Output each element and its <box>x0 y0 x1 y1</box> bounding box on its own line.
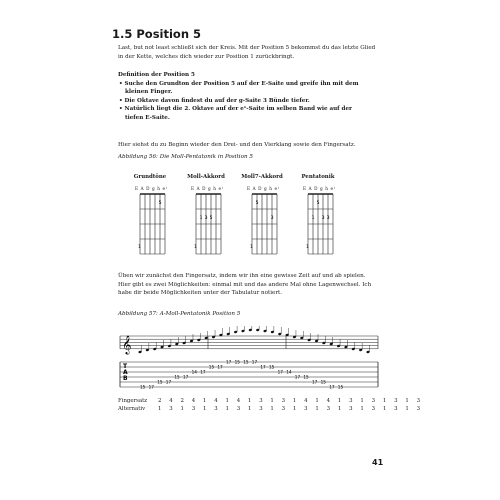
chord-title: Grundtöne <box>133 174 167 180</box>
finger-mark: 5 <box>255 200 259 206</box>
finger-mark: 1 <box>306 245 309 250</box>
tab-number: 17 <box>200 369 206 375</box>
string-labels: E A D g h e¹ <box>191 186 224 191</box>
tab-letter: B <box>123 375 128 382</box>
tab-number: 15 <box>140 384 146 390</box>
definition-bullet: • Die Oktave davon findest du auf der g-Saite 3 Bünde tiefer. <box>119 97 310 104</box>
tab-number: 17 <box>183 374 189 380</box>
tab-number: 15 <box>269 364 275 370</box>
tab-number: 14 <box>286 369 292 375</box>
alternative-row <box>118 406 423 412</box>
fingering-values: 2 4 2 4 1 4 1 4 1 3 1 3 1 4 1 4 1 3 1 3 1 3 1 3 <box>158 398 424 404</box>
fingering-row <box>118 398 423 404</box>
tab-number: 17 <box>312 379 318 385</box>
fretboard-diagram <box>194 192 224 258</box>
finger-mark: 3 <box>270 215 274 221</box>
section-heading: 1.5 Position 5 <box>112 27 202 41</box>
figure57-notation <box>116 326 382 398</box>
definition-bullet: • Suche den Grundton der Position 5 auf der E-Saite und greife ihn mit dem kleinen Finger. <box>119 80 359 96</box>
paragraph-tab <box>118 272 371 298</box>
tab-number: 15 <box>337 384 344 390</box>
finger-mark: 1 <box>250 245 253 250</box>
definition-bullet: • Natürlich liegt die 2. Oktave auf der e¹-Saite im selben Band wie auf der tiefen E-Saite. <box>119 106 352 121</box>
string-labels: E A D g h e¹ <box>303 186 336 191</box>
alternative-values: 1 3 1 3 1 3 1 3 1 3 1 3 1 3 1 3 1 3 1 3 1 3 1 3 <box>158 406 424 412</box>
finger-mark: 1 <box>138 245 141 250</box>
tab-number: 15 <box>243 359 249 365</box>
definition-title: Definition der Position 5 <box>118 72 195 78</box>
finger-mark: 3 <box>321 215 325 221</box>
finger-mark: 1 <box>311 215 315 221</box>
tab-number: 15 <box>174 374 180 380</box>
chord-title: Moll7-Akkord <box>241 174 283 180</box>
tab-number: 17 <box>277 369 283 375</box>
finger-mark: 5 <box>316 200 320 206</box>
tab-number: 17 <box>226 359 232 365</box>
tab-number: 17 <box>148 384 154 390</box>
string-labels: E A D g h e¹ <box>247 186 280 191</box>
tab-letter: T <box>123 363 128 370</box>
paragraph-line: Hier gibt es zwei Möglichkeiten: einmal mit und das andere Mal ohne Lagenwechsel. Ich <box>118 281 372 288</box>
paragraph-line: Üben wir zunächst den Fingersatz, indem wir ihn eine gewisse Zeit auf und ab spielen. <box>118 273 366 279</box>
tab-number: 17 <box>294 374 301 380</box>
figure56-diagrams <box>118 170 388 260</box>
fingering-label: Fingersatz <box>118 398 148 404</box>
paragraph-line: habe dir beide Möglichkeiten unter der Tabulatur notiert. <box>118 290 283 297</box>
tab-number: 17 <box>260 364 266 370</box>
alternative-label: Alternativ <box>118 406 146 412</box>
intro-line: Last, but not least schließt sich der Kreis. Mit der Position 5 bekommst du das letzte Glied <box>118 45 376 51</box>
tab-number: 15 <box>157 379 163 385</box>
fretboard-diagram <box>250 192 280 258</box>
finger-mark: 5 <box>209 215 213 221</box>
tab-number: 15 <box>320 379 326 385</box>
figure57-caption: Abbildung 57: A-Moll-Pentatonik Position 5 <box>118 311 241 317</box>
tab-letter: A <box>123 369 128 376</box>
chord-title: Pentatonik <box>301 174 335 180</box>
finger-mark: 1 <box>199 215 203 221</box>
intro-line: in der Kette, welches dich wieder zur Position 1 zurückbringt. <box>118 53 295 60</box>
tab-number: 17 <box>251 359 258 365</box>
tab-number: 15 <box>303 374 309 380</box>
finger-mark: 5 <box>158 200 162 206</box>
tab-number: 15 <box>234 359 240 365</box>
string-labels: E A D g h e¹ <box>135 186 168 191</box>
tab-number: 17 <box>217 364 223 370</box>
lead-in-text: Hier siehst du zu Beginn wieder den Drei- und den Vierklang sowie den Fingersatz. <box>118 142 356 148</box>
tab-number: 17 <box>329 384 335 390</box>
fretboard-diagram <box>306 192 336 258</box>
definition-block <box>118 71 398 123</box>
finger-mark: 3 <box>204 215 208 221</box>
fretboard-diagram <box>138 192 168 258</box>
treble-clef: 𝄞 <box>122 335 132 354</box>
figure56-caption: Abbildung 56: Die Moll-Pentatonik in Position 5 <box>118 154 253 160</box>
finger-mark: 1 <box>194 245 197 250</box>
finger-mark: 3 <box>326 215 330 221</box>
page-number: 41 <box>372 458 384 467</box>
tab-number: 17 <box>165 379 172 385</box>
tab-number: 14 <box>191 369 197 375</box>
chord-title: Moll-Akkord <box>187 174 225 180</box>
intro-paragraph <box>118 44 375 61</box>
tab-number: 15 <box>208 364 215 370</box>
